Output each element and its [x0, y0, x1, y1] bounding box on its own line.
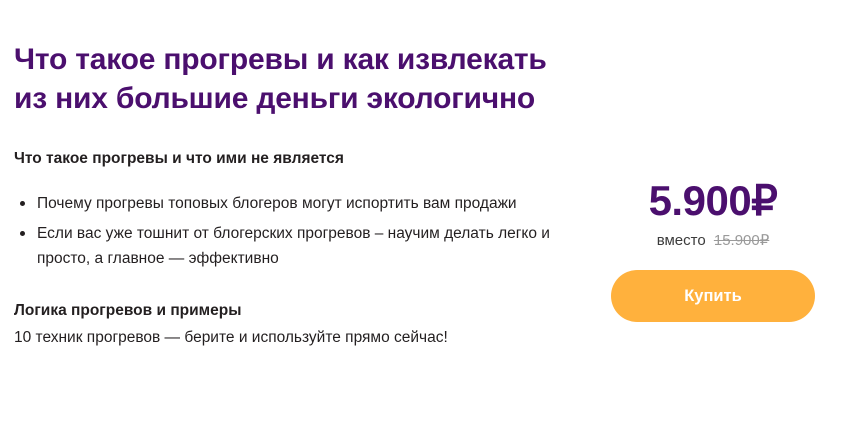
section-heading-logic: Логика прогревов и примеры	[14, 302, 242, 319]
current-price: 5.900₽	[648, 177, 778, 224]
instead-label: вместо	[656, 232, 706, 249]
old-price-row	[611, 231, 815, 249]
section-note: 10 техник прогревов — берите и используйте прямо сейчас!	[14, 329, 448, 346]
feature-list	[14, 191, 594, 271]
page-title-line-2: из них большие деньги экологично	[14, 82, 536, 115]
list-item: Если вас уже тошнит от блогерских прогревов – научим делать легко и просто, а главное — эффективно	[14, 221, 594, 271]
offer-block	[611, 178, 815, 322]
old-price: 15.900₽	[713, 232, 770, 249]
buy-button[interactable]: Купить	[611, 270, 815, 322]
list-item: Почему прогревы топовых блогеров могут испортить вам продажи	[14, 191, 594, 216]
subheading-what-is: Что такое прогревы и что ими не является	[14, 150, 344, 167]
content-column	[14, 40, 594, 349]
page-title-line-1: Что такое прогревы и как извлекать	[14, 43, 547, 76]
page-title	[14, 40, 594, 118]
